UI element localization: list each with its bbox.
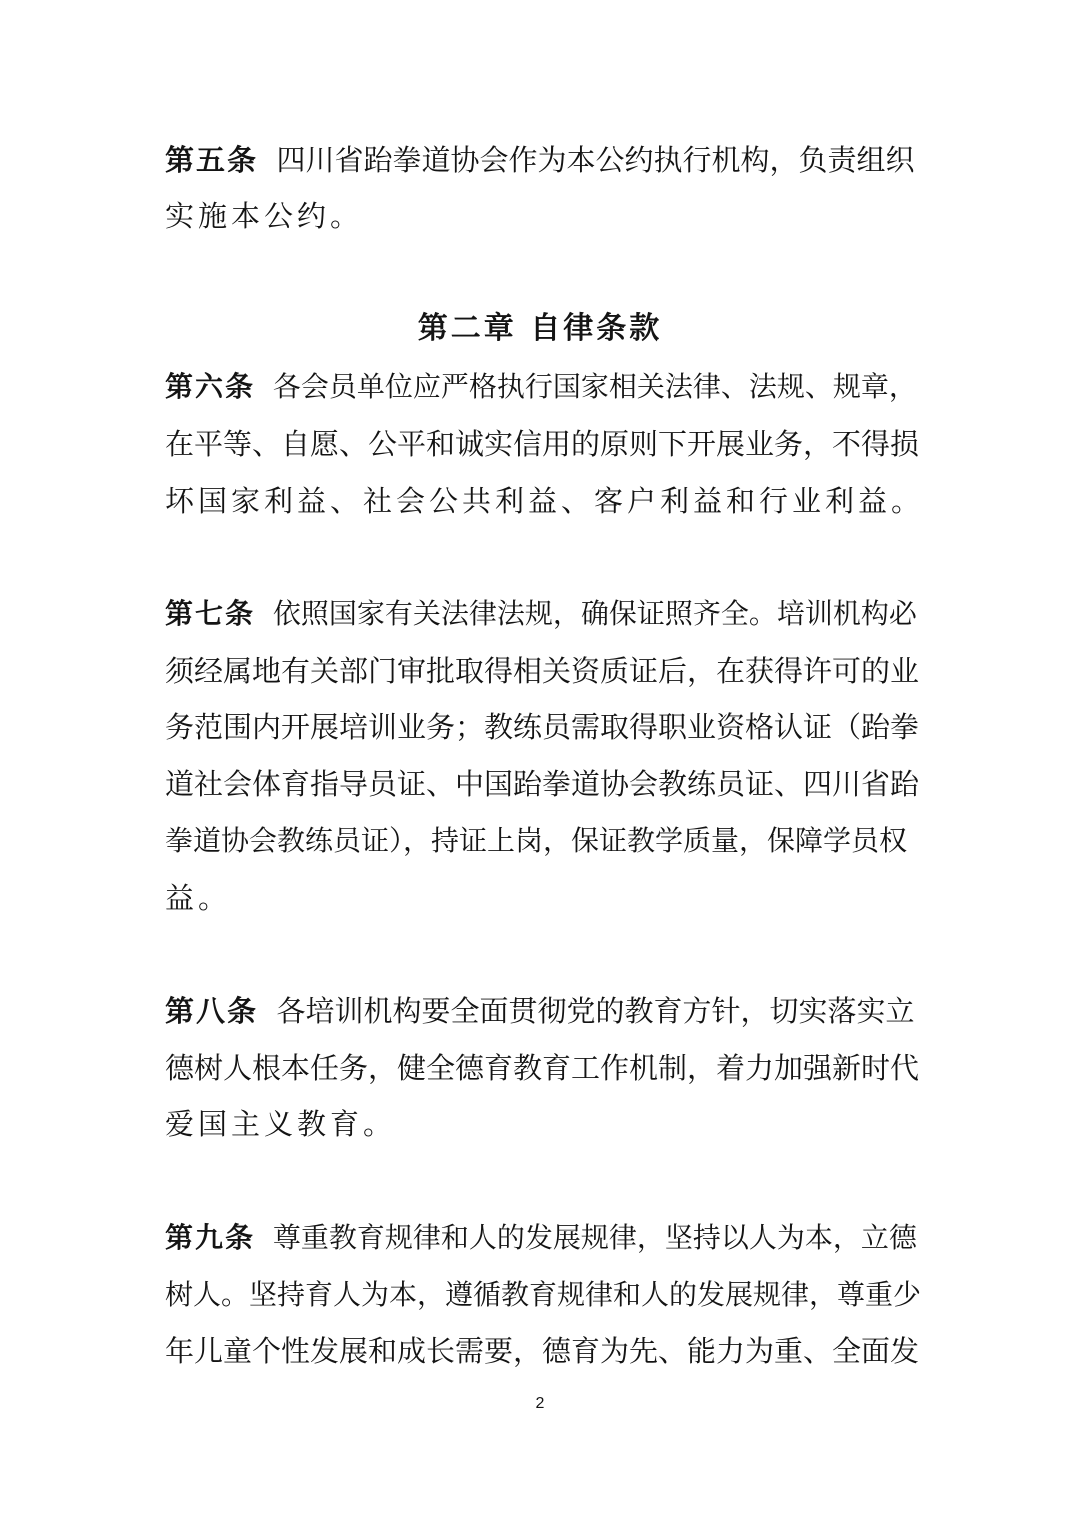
article-7-line-4: 道社会体育指导员证、中国跆拳道协会教练员证、四川省跆 — [165, 767, 920, 801]
article-8-line-1 — [165, 991, 925, 1031]
article-7-text: 依照国家有关法律法规，确保证照齐全。培训机构必 — [272, 597, 917, 630]
article-7-line-6: 益。 — [165, 881, 232, 915]
article-5-text: 四川省跆拳道协会作为本公约执行机构，负责组织 — [276, 143, 915, 177]
article-6-line-3: 坏国家利益、社会公共利益、客户利益和行业利益。 — [165, 484, 925, 518]
article-8-label: 第八条 — [165, 994, 259, 1028]
article-6-text: 各会员单位应严格执行国家相关法律、法规、规章， — [272, 370, 917, 403]
article-8-line-2: 德树人根本任务，健全德育教育工作机制，着力加强新时代 — [165, 1051, 920, 1085]
article-5-line-1 — [165, 140, 925, 180]
article-7-line-2: 须经属地有关部门审批取得相关资质证后，在获得许可的业 — [165, 654, 920, 688]
article-8-text: 各培训机构要全面贯彻党的教育方针，切实落实立 — [276, 994, 915, 1028]
article-9-label: 第九条 — [165, 1221, 256, 1254]
article-5-line-2: 实施本公约。 — [165, 199, 364, 233]
article-7-line-3: 务范围内开展培训业务；教练员需取得职业资格认证（跆拳 — [165, 710, 920, 744]
article-9-line-2: 树人。坚持育人为本，遵循教育规律和人的发展规律，尊重少 — [165, 1278, 922, 1311]
page-number: 2 — [535, 1395, 545, 1412]
article-9-line-1 — [165, 1218, 925, 1258]
article-7-line-5: 拳道协会教练员证），持证上岗，保证教学质量，保障学员权 — [165, 824, 908, 857]
article-8-line-3: 爱国主义教育。 — [165, 1107, 397, 1141]
article-9-line-3: 年儿童个性发展和成长需要，德育为先、能力为重、全面发 — [165, 1334, 920, 1368]
article-9-text: 尊重教育规律和人的发展规律，坚持以人为本，立德 — [272, 1221, 917, 1254]
article-6-label: 第六条 — [165, 370, 256, 403]
article-6-line-2: 在平等、自愿、公平和诚实信用的原则下开展业务，不得损 — [165, 427, 920, 461]
article-7-line-1 — [165, 594, 925, 634]
chapter-heading: 第二章 自律条款 — [417, 311, 663, 346]
article-5-label: 第五条 — [165, 143, 259, 177]
article-6-line-1 — [165, 367, 925, 407]
article-7-label: 第七条 — [165, 597, 256, 630]
